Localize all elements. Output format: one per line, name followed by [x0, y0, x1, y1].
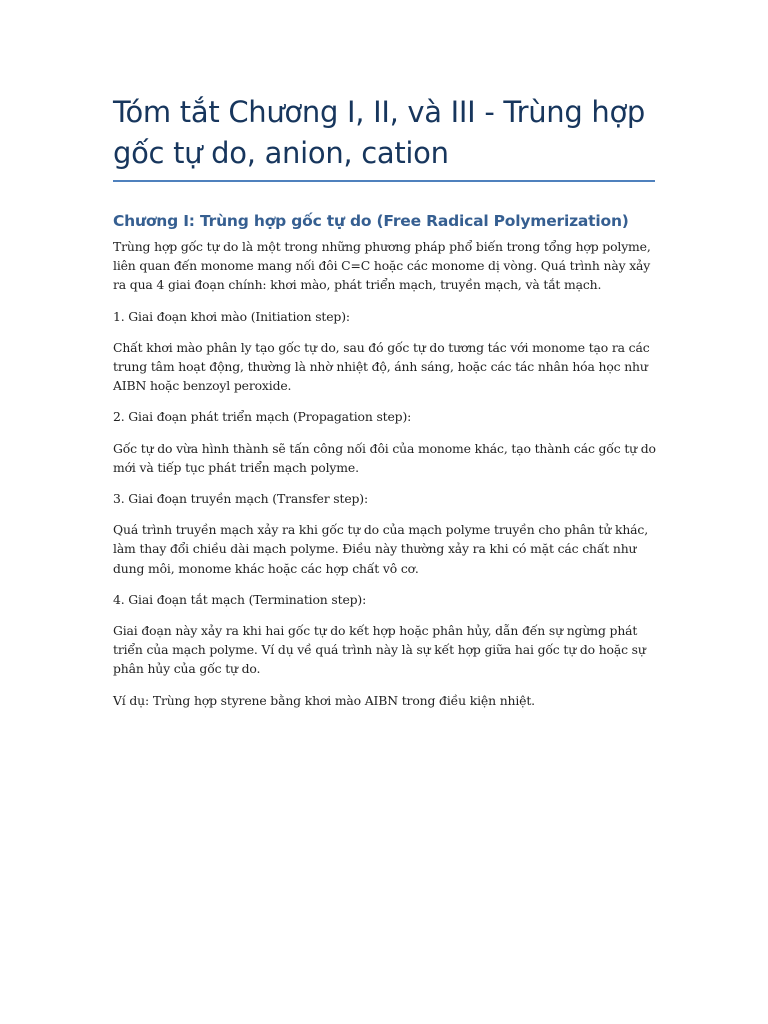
chapter-1-intro-paragraph: Trùng hợp gốc tự do là một trong những phương pháp phổ biến trong tổng hợp polyme, liên quan đến monome mang nối đôi C=C hoặc các monome dị vòng. Quá trình này xảy ra qua 4 giai đoạn chính: khơi mào, phát triển mạch, truyền mạch, và tắt mạch.	[113, 239, 651, 293]
chapter-1-heading: Chương I: Trùng hợp gốc tự do (Free Radical Polymerization)	[113, 212, 629, 230]
step-3-title: 3. Giai đoạn truyền mạch (Transfer step):	[113, 491, 369, 507]
step-4-text: Giai đoạn này xảy ra khi hai gốc tự do kết hợp hoặc phân hủy, dẫn đến sự ngừng phát triển của mạch polyme. Ví dụ về quá trình này là sự kết hợp giữa hai gốc tự do hoặc sự phân hủy của gốc tự do.	[113, 623, 646, 677]
step-2-title: 2. Giai đoạn phát triển mạch (Propagation step):	[113, 409, 412, 425]
example-paragraph: Ví dụ: Trùng hợp styrene bằng khơi mào AIBN trong điều kiện nhiệt.	[113, 692, 535, 708]
document-body	[113, 92, 657, 722]
step-1-text: Chất khơi mào phân ly tạo gốc tự do, sau đó gốc tự do tương tác với monome tạo ra các trung tâm hoạt động, thường là nhờ nhiệt độ, ánh sáng, hoặc các tác nhân hóa học như AIBN hoặc benzoyl peroxide.	[113, 339, 650, 394]
step-2-text: Gốc tự do vừa hình thành sẽ tấn công nối đôi của monome khác, tạo thành các gốc tự do mới và tiếp tục phát triển mạch polyme.	[113, 440, 656, 475]
title-underline-rule	[113, 180, 655, 182]
step-3-text: Quá trình truyền mạch xảy ra khi gốc tự do của mạch polyme truyền cho phân tử khác, làm thay đổi chiều dài mạch polyme. Điều này thường xảy ra khi có mặt các chất như dung môi, monome khác hoặc các hợp chất vô cơ.	[113, 522, 648, 576]
step-1-title: 1. Giai đoạn khơi mào (Initiation step):	[113, 308, 350, 324]
step-4-title: 4. Giai đoạn tắt mạch (Termination step):	[113, 591, 367, 607]
document-title: Tóm tắt Chương I, II, và III - Trùng hợp gốc tự do, anion, cation	[113, 95, 646, 170]
